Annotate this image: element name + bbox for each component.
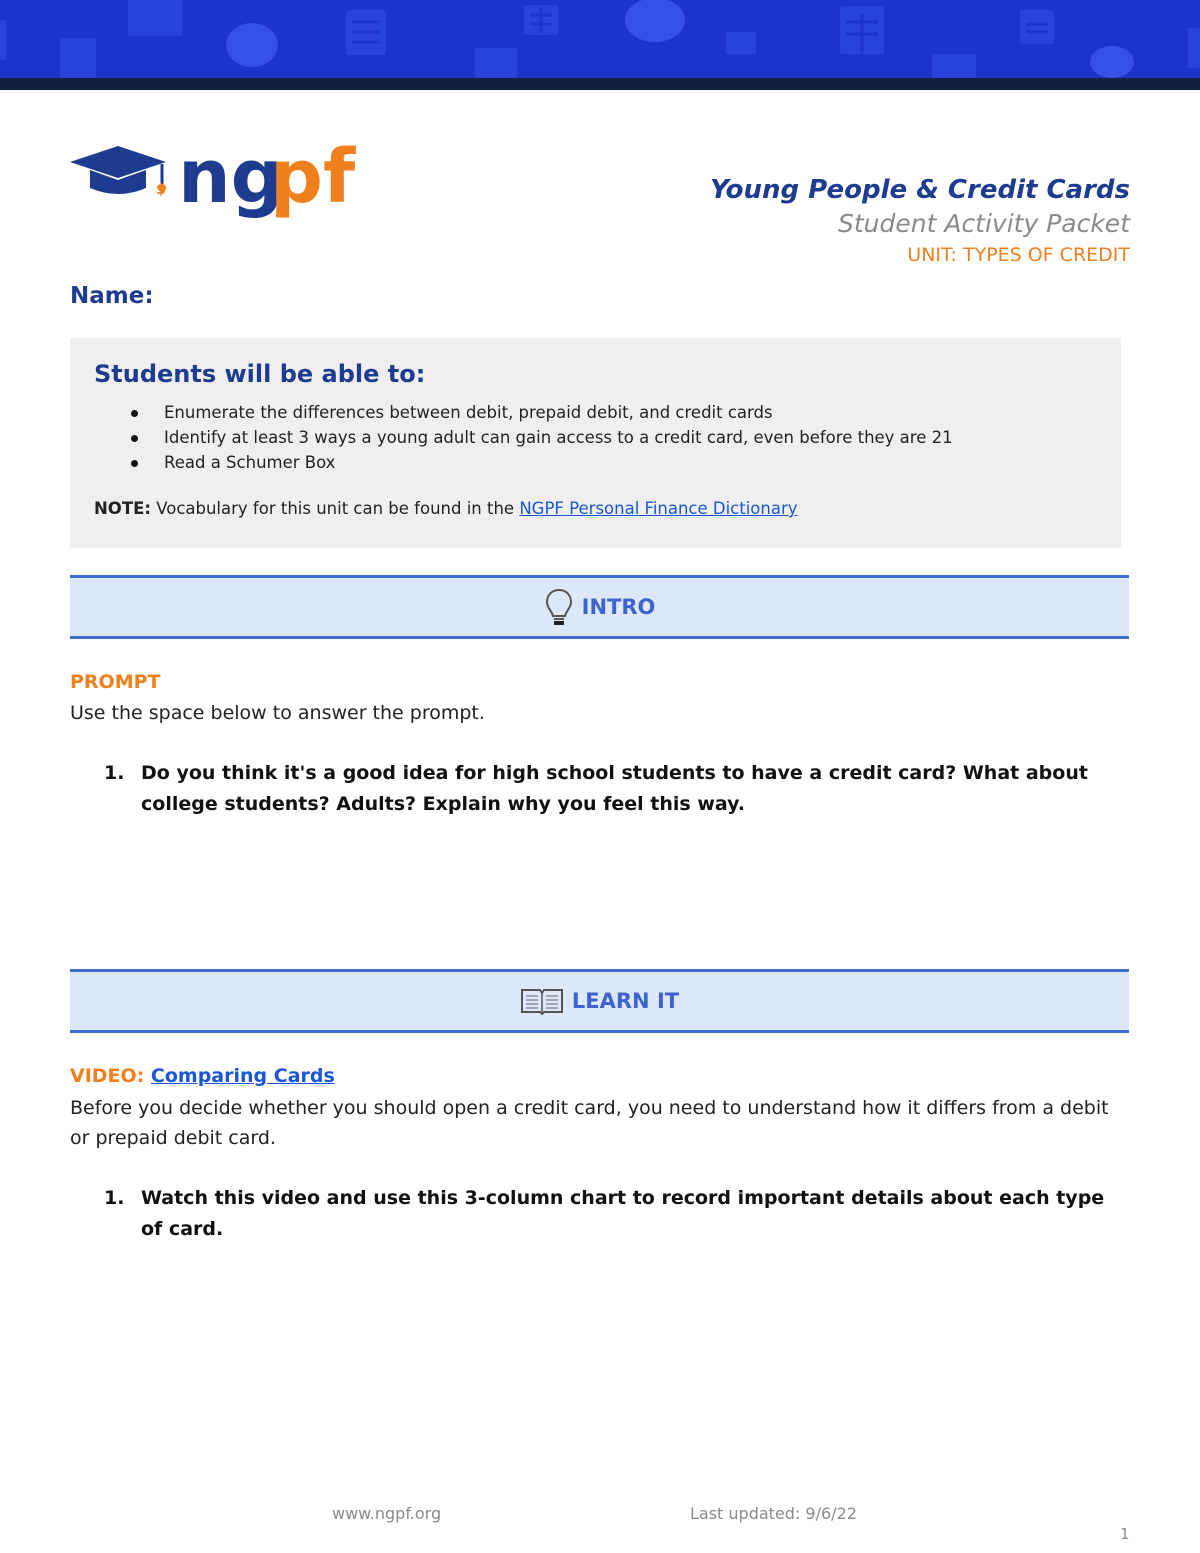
intro-section-label: INTRO [581,595,656,619]
header-banner [0,0,1200,78]
video-description: Before you decide whether you should open a credit card, you need to understand how it differs from a debit or prepaid debit card. [70,1097,1109,1149]
piggy-bank-icon [625,0,685,42]
objectives-heading: Students will be able to: [94,360,426,388]
footer-website: www.ngpf.org [332,1504,442,1523]
objective-item: Enumerate the differences between debit, prepaid debit, and credit cards [94,400,953,425]
folder-icon [726,32,756,54]
calculator-icon [1020,10,1054,44]
unit-label: UNIT: TYPES OF CREDIT [907,244,1130,266]
video-heading [70,1065,335,1087]
objectives-list [94,400,953,475]
folder-icon [128,0,182,36]
brand-pf: pf [270,134,356,220]
learn-question [104,1183,1114,1245]
piggy-bank-icon [226,23,278,67]
header-banner-stripe [0,78,1200,90]
name-field-label: Name: [70,283,154,309]
bullet-icon [131,435,138,442]
note-text: Vocabulary for this unit can be found in the [150,499,520,518]
piggy-bank-icon [1090,46,1134,78]
question-text: Do you think it's a good idea for high school students to have a credit card? What about college students? Adults? Explain why you feel this way. [141,762,1088,815]
video-label: VIDEO: [70,1065,145,1087]
intro-section-header [70,575,1129,639]
dictionary-link[interactable]: NGPF Personal Finance Dictionary [519,499,798,518]
objective-item: Read a Schumer Box [94,450,953,475]
brand-ng: ng [178,134,284,220]
title-block [710,172,1130,270]
prompt-heading: PROMPT [70,671,161,693]
folder-icon [475,48,517,78]
question-number: 1. [104,762,125,784]
page-number: 1 [1120,1525,1130,1543]
lightbulb-icon [544,587,574,627]
question-number: 1. [104,1187,125,1209]
objectives-box [70,338,1121,548]
vocabulary-note [94,499,798,518]
document-title: Young People & Credit Cards [710,175,1130,205]
graduation-cap-icon [70,130,370,220]
learn-it-section-header [70,969,1129,1033]
prompt-instructions: Use the space below to answer the prompt. [70,702,485,724]
ngpf-logo [70,130,370,220]
objective-item: Identify at least 3 ways a young adult can gain access to a credit card, even before they are 21 [94,425,953,450]
comparing-cards-link[interactable]: Comparing Cards [150,1065,335,1087]
footer-last-updated: Last updated: 9/6/22 [690,1504,857,1523]
svg-text:$: $ [156,182,166,198]
bullet-icon [131,410,138,417]
learn-it-section-label: LEARN IT [571,989,680,1013]
document-subtitle: Student Activity Packet [837,209,1130,238]
bullet-icon [131,460,138,467]
document-icon [60,38,96,78]
intro-question [104,758,1114,820]
folder-icon [932,54,976,78]
note-label: NOTE: [94,499,151,518]
banner-pattern [0,0,1200,78]
question-text: Watch this video and use this 3-column chart to record important details about each type of card. [141,1187,1105,1240]
book-icon [520,986,564,1016]
